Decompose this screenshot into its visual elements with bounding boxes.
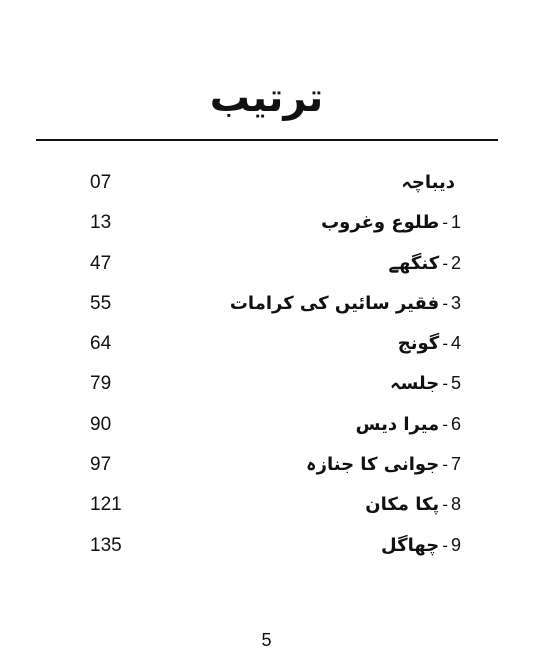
toc-entry-8 (0, 487, 533, 527)
toc-entry-page: 47 (90, 252, 112, 274)
toc-entry-label (388, 248, 461, 279)
toc-entry-separator: - (442, 414, 448, 434)
toc-entry-separator: - (442, 495, 448, 515)
toc-entry-page: 121 (90, 494, 122, 516)
toc-entry-title: کنگھے (388, 252, 440, 274)
toc-entry-label (381, 530, 461, 561)
toc-entry-separator: - (442, 253, 448, 273)
toc-entry-number: 5 (450, 373, 461, 394)
page-title: ترتیب (209, 75, 324, 121)
toc-entry-page: 64 (90, 333, 112, 355)
toc-entry-number: 8 (450, 494, 461, 515)
toc-entry-title: جوانی کا جنازہ (306, 454, 440, 476)
toc-entry-title: گونج (397, 333, 440, 355)
toc-entry-3 (0, 286, 533, 326)
toc-entry-title: فقیر سائیں کی کرامات (229, 292, 440, 314)
toc-entry-4 (0, 326, 533, 366)
toc-entry-label (390, 368, 461, 399)
toc-entry-number: 4 (450, 333, 461, 354)
toc-entry-page: 07 (90, 172, 112, 193)
toc-entry-number: 2 (450, 252, 461, 273)
toc-entry-2 (0, 246, 533, 286)
toc-entry-label (230, 288, 461, 319)
toc-entry-label (306, 449, 461, 480)
toc-entry-7 (0, 447, 533, 487)
toc-entry-1 (0, 205, 533, 245)
toc-entry-number: 3 (450, 292, 461, 313)
toc-entry-separator: - (442, 213, 448, 233)
toc-entry-page: 13 (90, 212, 112, 234)
toc-entry-separator: - (442, 293, 448, 313)
toc-entry-page: 135 (90, 534, 122, 556)
title-divider (36, 139, 498, 141)
toc-entry-label (365, 489, 461, 520)
toc-entry-6 (0, 407, 533, 447)
toc-entry-title: جلسہ (390, 373, 440, 395)
toc-entry-title: پکا مکان (365, 494, 440, 516)
toc-entry-label (321, 207, 461, 238)
toc-entry-label (356, 409, 461, 440)
toc-entry-number: 6 (450, 413, 461, 434)
toc-entry-page: 90 (90, 413, 112, 435)
toc-entry-separator: - (442, 334, 448, 354)
toc-entry-number: 7 (450, 454, 461, 475)
toc-entry-number: 1 (450, 212, 461, 233)
toc-entry-separator: - (442, 374, 448, 394)
toc-entry-label (398, 328, 461, 359)
toc-entry-title: دیباچہ (401, 172, 455, 193)
toc-entry-separator: - (442, 455, 448, 475)
toc-entry-5 (0, 366, 533, 406)
toc-entry-9 (0, 528, 533, 568)
page-number: 5 (261, 630, 272, 650)
toc-entry-page: 79 (90, 373, 112, 395)
toc-entry-title: طلوع وغروب (321, 212, 440, 234)
toc-entry-title: چھاگل (381, 534, 440, 556)
table-of-contents (0, 165, 533, 568)
toc-entry-title: میرا دیس (355, 413, 440, 435)
toc-entry-preface (0, 165, 533, 205)
toc-entry-separator: - (442, 535, 448, 555)
toc-entry-page: 97 (90, 454, 112, 476)
toc-entry-number: 9 (450, 534, 461, 555)
toc-entry-label (401, 167, 461, 198)
toc-entry-page: 55 (90, 292, 112, 314)
